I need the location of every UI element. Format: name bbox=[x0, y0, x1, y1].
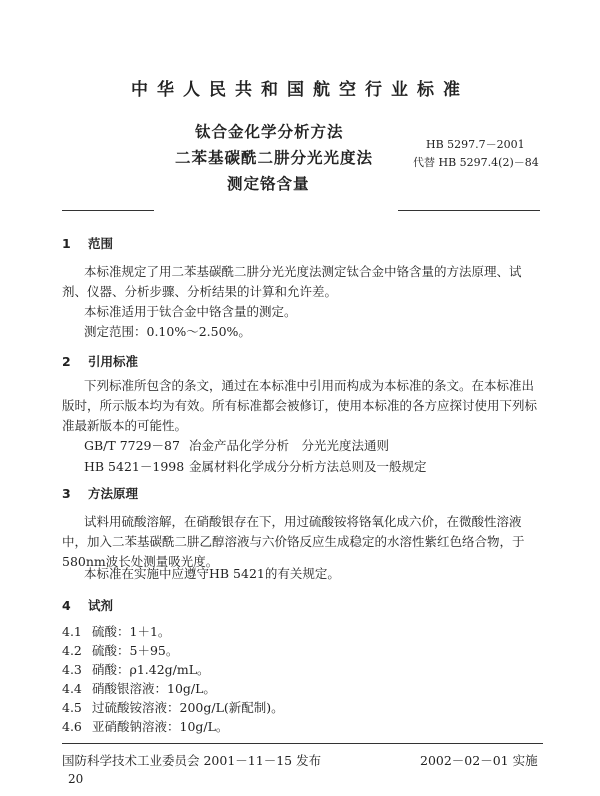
reference-2-title: 金属材料化学成分分析方法总则及一般规定 bbox=[189, 459, 427, 474]
reagent-item bbox=[62, 660, 210, 678]
section-3-paragraph-1: 试料用硫酸溶解，在硝酸银存在下，用过硫酸铵将铬氧化成六价，在微酸性溶液中，加入二苯基碳酰二肼乙醇溶液与六价铬反应生成稳定的水溶性紫红色络合物，于580nm波长处测量吸光度。 bbox=[62, 514, 525, 569]
reagent-number: 4.4 bbox=[62, 681, 82, 696]
header-rule-left bbox=[62, 210, 154, 211]
section-2-heading bbox=[62, 352, 138, 370]
issued-line: 国防科学技术工业委员会 2001－11－15 发布 bbox=[62, 753, 322, 768]
section-1-paragraph-1: 本标准规定了用二苯基碳酰二肼分光光度法测定钛合金中铬含量的方法原理、试剂、仪器、分析步骤、分析结果的计算和允许差。 bbox=[62, 264, 522, 299]
section-4-number: 4 bbox=[62, 598, 71, 613]
section-3-paragraph-2: 本标准在实施中应遵守HB 5421的有关规定。 bbox=[84, 566, 340, 581]
reagent-text: 硝酸：ρ1.42g/mL。 bbox=[92, 662, 210, 677]
section-4-title: 试剂 bbox=[88, 598, 114, 613]
reagent-number: 4.3 bbox=[62, 662, 82, 677]
reagent-text: 硫酸：5＋95。 bbox=[92, 643, 179, 658]
reagent-text: 硫酸：1＋1。 bbox=[92, 624, 171, 639]
replaces-code: 代替 HB 5297.4(2)－84 bbox=[413, 156, 539, 169]
reference-1-title: 冶金产品化学分析 分光光度法通则 bbox=[189, 438, 390, 453]
section-1-title: 范围 bbox=[88, 236, 114, 251]
section-2-title: 引用标准 bbox=[88, 354, 139, 369]
reference-row-1 bbox=[84, 436, 389, 454]
reference-row-2 bbox=[84, 457, 427, 475]
standard-category: 中华人民共和国航空行业标准 bbox=[131, 80, 469, 100]
section-1-paragraph-3: 测定范围：0.10%～2.50%。 bbox=[84, 324, 251, 339]
reagent-item bbox=[62, 641, 178, 659]
standard-code: HB 5297.7－2001 bbox=[426, 138, 525, 151]
document-title-line-1: 钛合金化学分析方法 bbox=[195, 123, 344, 141]
section-3-title: 方法原理 bbox=[88, 486, 139, 501]
document-title-line-2: 二苯基碳酰二肼分光光度法 bbox=[175, 149, 374, 167]
section-1-number: 1 bbox=[62, 236, 71, 251]
section-4-heading bbox=[62, 596, 113, 614]
document-title-line-3: 测定铬含量 bbox=[227, 175, 310, 193]
footer-rule bbox=[62, 743, 543, 744]
reagent-item bbox=[62, 698, 284, 716]
reagent-text: 硝酸银溶液：10g/L。 bbox=[92, 681, 216, 696]
reagent-number: 4.6 bbox=[62, 719, 82, 734]
section-1-heading bbox=[62, 234, 113, 252]
reagent-number: 4.5 bbox=[62, 700, 82, 715]
section-2-number: 2 bbox=[62, 354, 71, 369]
section-3-heading bbox=[62, 484, 138, 502]
reagent-number: 4.2 bbox=[62, 643, 82, 658]
page-number: 20 bbox=[68, 772, 84, 786]
header-rule-right bbox=[398, 210, 540, 211]
reagent-item bbox=[62, 679, 216, 697]
reagent-text: 过硫酸铵溶液：200g/L(新配制)。 bbox=[92, 700, 284, 715]
effective-line: 2002－02－01 实施 bbox=[420, 753, 538, 768]
reagent-number: 4.1 bbox=[62, 624, 82, 639]
section-2-paragraph: 下列标准所包含的条文，通过在本标准中引用而构成为本标准的条文。在本标准出版时，所示版本均为有效。所有标准都会被修订，使用本标准的各方应探讨使用下列标准最新版本的可能性。 bbox=[62, 378, 538, 433]
reference-1-code: GB/T 7729－87 bbox=[84, 438, 180, 453]
reagent-item bbox=[62, 717, 228, 735]
reagent-text: 亚硝酸钠溶液：10g/L。 bbox=[92, 719, 229, 734]
section-1-paragraph-2: 本标准适用于钛合金中铬含量的测定。 bbox=[84, 304, 297, 319]
reference-2-code: HB 5421－1998 bbox=[84, 459, 185, 474]
section-3-number: 3 bbox=[62, 486, 71, 501]
reagent-item bbox=[62, 622, 170, 640]
